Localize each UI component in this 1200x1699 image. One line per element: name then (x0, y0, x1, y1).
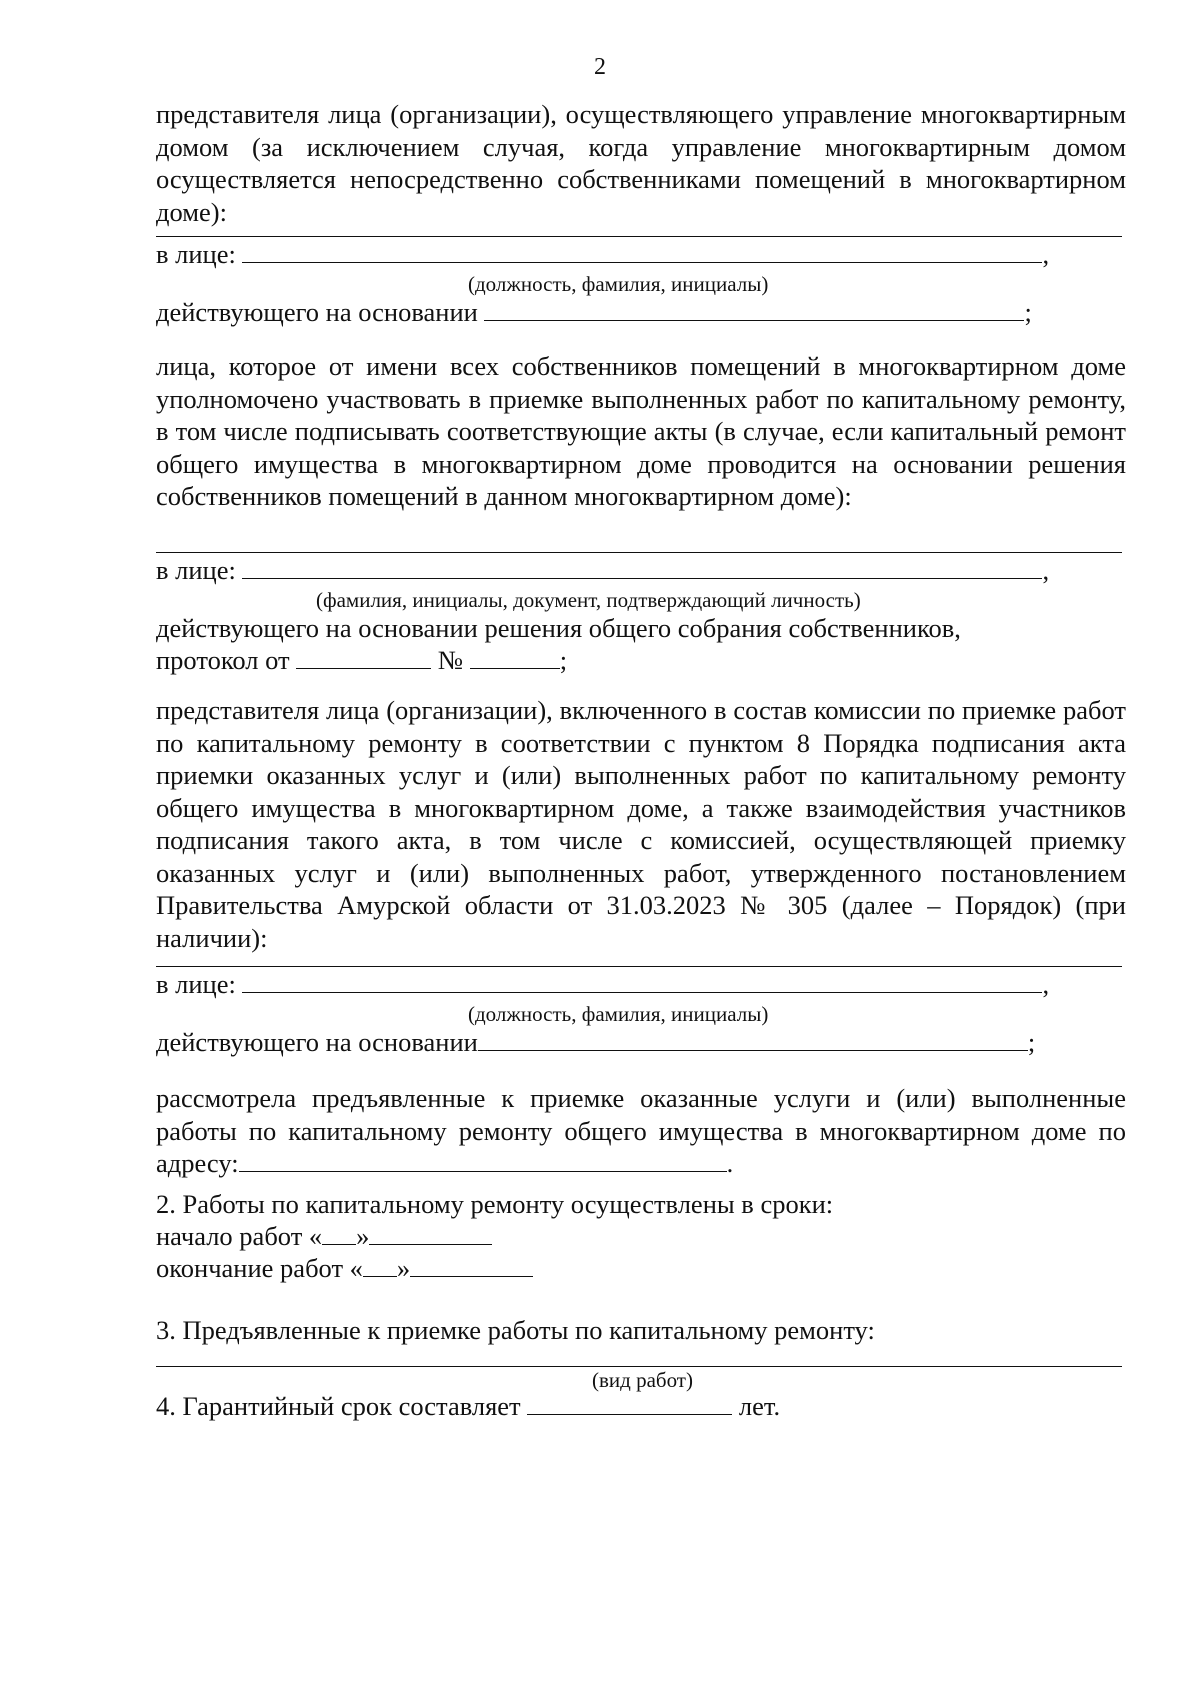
end-date-row (156, 1252, 533, 1284)
warranty-suffix: лет. (738, 1391, 781, 1421)
section3-title: 3. Предъявленные к приемке работы по капитальному ремонту: (156, 1315, 875, 1345)
block2-paragraph: лица, которое от имени всех собственников помещений в многоквартирном доме уполномочено участвовать в приемке выполненных работ по капитальному ремонту, в том числе подписывать соответствующие акты (в случае, если капитальный ремонт общего имущества в многоквартирном доме проводится на основании решения собственников помещений в данном многоквартирном доме): (156, 351, 1126, 511)
in-person-field[interactable] (242, 556, 1042, 579)
comma: , (1042, 969, 1050, 999)
period: . (726, 1148, 734, 1178)
in-person-field[interactable] (242, 970, 1042, 993)
number-sign: № (437, 645, 464, 675)
block2-basis-text: действующего на основании решения общего собрания собственников, (156, 613, 961, 643)
comma: , (1042, 555, 1050, 585)
address-field[interactable] (239, 1149, 727, 1172)
close-quote: » (356, 1221, 370, 1251)
start-date-row (156, 1220, 492, 1252)
warranty-label: 4. Гарантийный срок составляет (156, 1391, 521, 1421)
block2-protocol-row (156, 644, 567, 676)
close-quote: » (396, 1253, 411, 1283)
basis-label: действующего на основании (156, 1027, 478, 1057)
section3-caption: (вид работ) (592, 1368, 693, 1392)
block3-caption: (должность, фамилия, инициалы) (468, 1002, 769, 1026)
block1-paragraph: представителя лица (организации), осуществляющего управление многоквартирным домом (за исключением случая, когда управление многоквартирным домом осуществляется непосредственно собственниками помещений в многоквартирном доме): (156, 99, 1126, 227)
in-person-label: в лице: (156, 555, 236, 585)
semicolon: ; (559, 645, 568, 675)
protocol-number-field[interactable] (470, 646, 560, 669)
basis-field[interactable] (478, 1028, 1028, 1051)
block1-org-line[interactable] (156, 236, 1122, 237)
semicolon: ; (1024, 297, 1032, 327)
block3-in-person-row (156, 968, 1049, 1000)
end-month-year-field[interactable] (410, 1254, 533, 1277)
protocol-label: протокол от (156, 645, 290, 675)
block3-paragraph: представителя лица (организации), включенного в состав комиссии по приемке работ по капитальному ремонту в соответствии с пунктом 8 Порядка подписания акта приемки оказанных услуг и (или) выполненных работ по капитальному ремонту общего имущества в многоквартирном доме, а также взаимодействия участников подписания такого акта, в том числе с комиссией, осуществляющей приемку оказанных услуг и (или) выполненных работ, утвержденного постановлением Правительства Амурской области от 31.03.2023 № 305 (далее – Порядок) (при наличии): (156, 695, 1126, 953)
in-person-label: в лице: (156, 969, 236, 999)
protocol-date-field[interactable] (296, 646, 431, 669)
warranty-field[interactable] (527, 1392, 732, 1415)
warranty-row (156, 1390, 780, 1422)
comma: , (1042, 239, 1050, 269)
block4-paragraph (156, 1082, 1126, 1180)
section2-title: 2. Работы по капитальному ремонту осуществлены в сроки: (156, 1189, 834, 1219)
end-label: окончание работ « (156, 1253, 363, 1283)
basis-label: действующего на основании (156, 297, 478, 327)
semicolon: ; (1027, 1027, 1036, 1057)
work-type-line[interactable] (156, 1366, 1122, 1367)
page-number: 2 (594, 54, 606, 80)
block1-in-person-row (156, 238, 1049, 270)
start-month-year-field[interactable] (369, 1222, 492, 1245)
end-day-field[interactable] (363, 1254, 397, 1277)
start-day-field[interactable] (322, 1222, 356, 1245)
block3-org-line[interactable] (156, 966, 1122, 967)
block2-in-person-row (156, 554, 1049, 586)
block1-basis-row (156, 296, 1032, 328)
in-person-label: в лице: (156, 239, 236, 269)
block3-basis-row (156, 1026, 1035, 1058)
block4-text: рассмотрела предъявленные к приемке оказанные услуги и (или) выполненные работы по капитальному ремонту общего имущества в многоквартирном доме по адресу: (156, 1083, 1126, 1178)
block1-caption: (должность, фамилия, инициалы) (468, 272, 769, 296)
basis-field[interactable] (484, 298, 1024, 321)
start-label: начало работ « (156, 1221, 323, 1251)
block2-person-line[interactable] (156, 552, 1122, 553)
in-person-field[interactable] (242, 240, 1042, 263)
block2-caption: (фамилия, инициалы, документ, подтверждающий личность) (316, 588, 861, 612)
